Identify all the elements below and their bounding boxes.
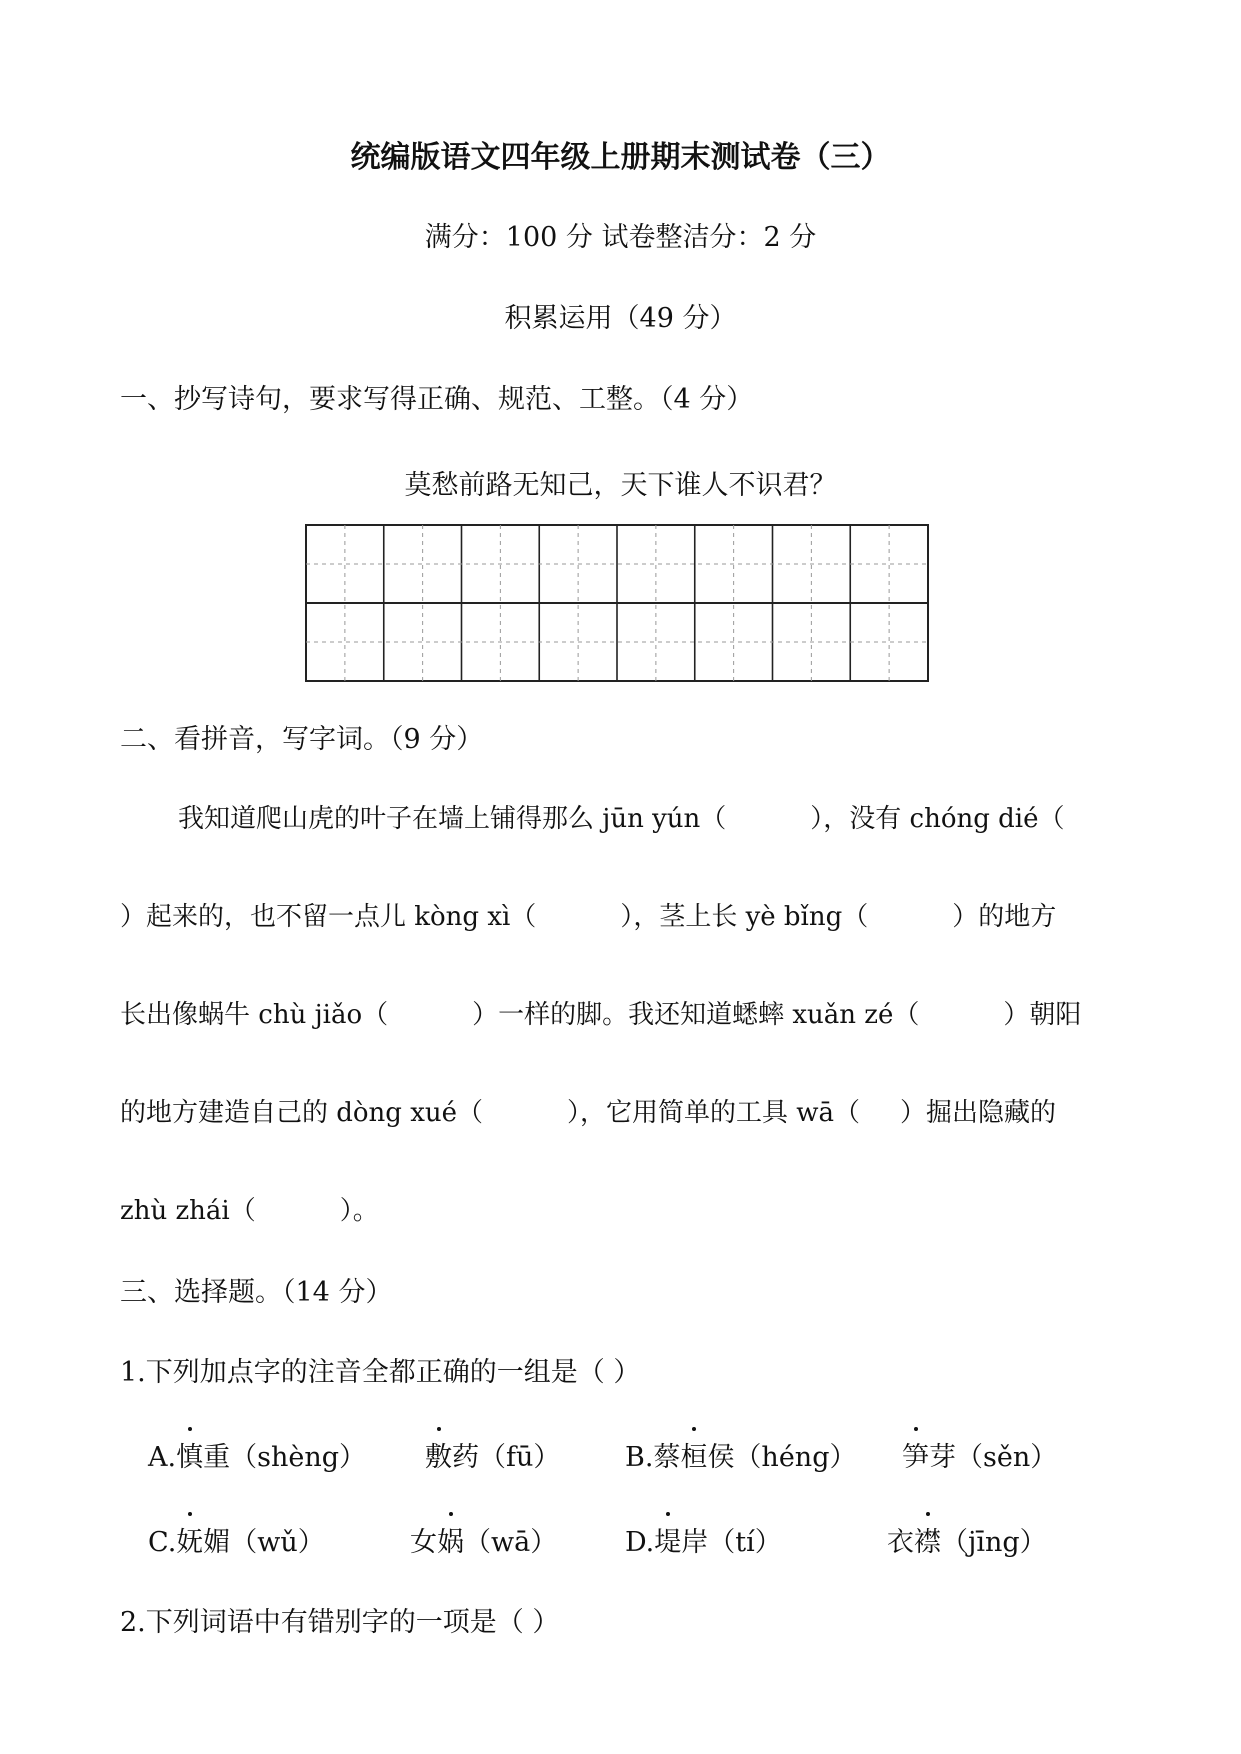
section-heading: 积累运用（49 分） xyxy=(504,303,737,334)
option-a[interactable]: A.慎重（shèng） xyxy=(148,1435,366,1474)
pinyin-line-3: 长出像蜗牛 chù jiǎo（ ）一样的脚。我还知道蟋蟀 xuǎn zé（ ）朝阳 xyxy=(120,1000,1082,1030)
score-line: 满分：100 分 试卷整洁分：2 分 xyxy=(424,222,817,253)
option-b-word2: 笋芽（sěn） xyxy=(902,1435,1057,1474)
option-c-word2: 女娲（wā） xyxy=(410,1520,557,1559)
q1-heading: 一、抄写诗句，要求写得正确、规范、工整。（4 分） xyxy=(120,384,754,415)
q3-item2-stem: 2.下列词语中有错别字的一项是（ ） xyxy=(120,1607,560,1638)
options-row-2 xyxy=(0,1520,1241,1560)
option-b[interactable]: B.蔡桓侯（héng） xyxy=(625,1435,856,1474)
pinyin-line-4: 的地方建造自己的 dòng xué（ ），它用简单的工具 wā（ ）掘出隐藏的 xyxy=(120,1098,1057,1128)
q3-heading: 三、选择题。（14 分） xyxy=(120,1277,393,1308)
writing-grid[interactable] xyxy=(305,524,931,684)
pinyin-line-2: ）起来的，也不留一点儿 kòng xì（ ），茎上长 yè bǐng（ ）的地方 xyxy=(120,902,1057,932)
option-d-word2: 衣襟（jīng） xyxy=(887,1520,1047,1559)
option-d[interactable]: D.堤岸（tí） xyxy=(625,1520,782,1559)
poem-line: 莫愁前路无知己，天下谁人不识君？ xyxy=(404,470,837,501)
exam-title: 统编版语文四年级上册期末测试卷（三） xyxy=(350,140,891,175)
pinyin-line-1: 我知道爬山虎的叶子在墙上铺得那么 jūn yún（ ），没有 chóng dié（ xyxy=(178,804,1065,834)
options-row-1 xyxy=(0,1435,1241,1475)
option-a-word2: 敷药（fū） xyxy=(425,1435,560,1474)
q2-heading: 二、看拼音，写字词。（9 分） xyxy=(120,724,484,755)
q3-item1-stem: 1.下列加点字的注音全都正确的一组是（ ） xyxy=(120,1357,641,1388)
option-c[interactable]: C.妩媚（wǔ） xyxy=(148,1520,325,1559)
pinyin-line-5: zhù zhái（ ）。 xyxy=(120,1196,379,1226)
